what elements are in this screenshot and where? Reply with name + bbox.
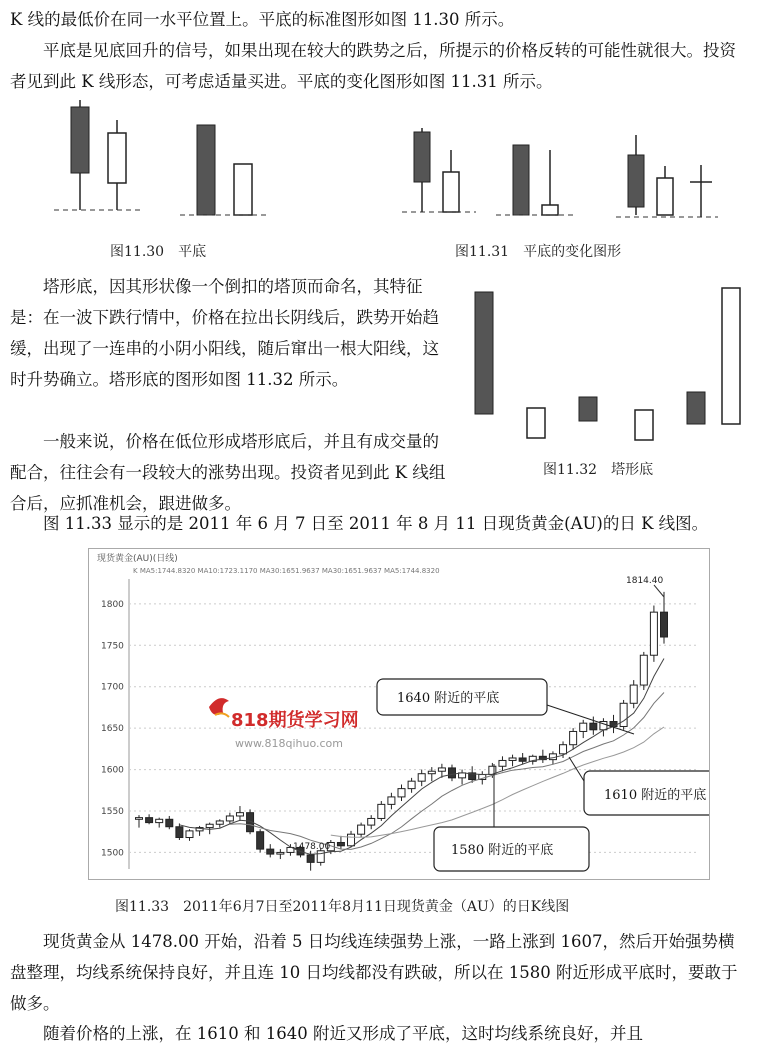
candle [216, 819, 223, 827]
caption-1131: 图11.31 平底的变化图形 [455, 244, 622, 260]
candle [206, 823, 213, 835]
candle [378, 801, 385, 821]
watermark-logo: 818期货学习网 [231, 710, 359, 731]
candle [196, 826, 203, 836]
annotation-1580: 1580 附近的平底 [451, 843, 554, 858]
chart-1133 [88, 548, 710, 880]
y-tick-label: 1700 [101, 682, 124, 693]
paragraph-3: 塔形底，因其形状像一个倒扣的塔顶而命名，其特征是：在一波下跌行情中，价格在拉出长阴线后，跌势开始趋缓，出现了一连串的小阴小阳线，随后窜出一根大阳线，这时升势确立。塔形底的图形如图 11.32 所示。 [10, 277, 439, 389]
y-tick-label: 1750 [101, 641, 124, 652]
chart-title: 现货黄金(AU)(日线) [97, 554, 178, 564]
candle [600, 718, 607, 736]
paragraph-5: 图 11.33 显示的是 2011 年 6 月 7 日至 2011 年 8 月 11 日现货黄金(AU)的日 K 线图。 [43, 514, 709, 533]
candle [448, 765, 455, 782]
candle [146, 814, 153, 824]
figure-1132 [465, 280, 750, 445]
candle [368, 815, 375, 829]
candle [277, 849, 284, 859]
low-label: 1478.00 [293, 842, 331, 852]
candle [499, 756, 506, 771]
candle [398, 784, 405, 801]
caption-1130: 图11.30 平底 [110, 244, 207, 260]
candle [539, 750, 546, 763]
y-tick-label: 1550 [101, 807, 124, 817]
candle [418, 770, 425, 787]
annotation-1640: 1640 附近的平底 [397, 691, 500, 706]
candle [337, 836, 344, 849]
candle [610, 715, 617, 733]
candle [650, 606, 657, 662]
candle [570, 728, 577, 750]
y-tick-label: 1650 [101, 724, 124, 735]
paragraph-7: 随着价格的上涨，在 1610 和 1640 附近又形成了平底，这时均线系统良好，并且 [43, 1024, 643, 1043]
candle [630, 680, 637, 708]
candlestick-chart [89, 549, 709, 879]
high-label: 1814.40 [626, 576, 664, 586]
y-tick-label: 1500 [101, 848, 124, 859]
y-tick-label: 1600 [101, 765, 124, 776]
figure-1130 [40, 100, 290, 225]
candle [267, 844, 274, 857]
annotation-1610: 1610 附近的平底 [604, 788, 707, 803]
paragraph-2: 平底是见底回升的信号，如果出现在较大的跌势之后，所提示的价格反转的可能性就很大。投资者见到此 K 线形态，可考虑适量买进。平底的变化图形如图 11.31 所示。 [10, 41, 736, 91]
figure-1131 [400, 100, 740, 225]
candle [236, 806, 243, 821]
candle [661, 592, 668, 644]
candle [509, 755, 516, 767]
caption-1133: 图11.33 2011年6月7日至2011年8月11日现货黄金（AU）的日K线图 [115, 899, 570, 915]
candle [358, 823, 365, 838]
site-watermark [209, 698, 359, 750]
candle [580, 720, 587, 738]
paragraph-4: 一般来说，价格在低位形成塔形底后，并且有成交量的配合，往往会有一段较大的涨势出现。投资者见到此 K 线组合后，应抓准机会，跟进做多。 [10, 432, 446, 513]
candle [459, 770, 466, 785]
candle [388, 793, 395, 810]
candle [529, 755, 536, 765]
paragraph-line1: K 线的最低价在同一水平位置上。平底的标准图形如图 11.30 所示。 [10, 10, 515, 29]
y-tick-label: 1800 [101, 599, 124, 610]
candle [640, 652, 647, 690]
watermark-url: www.818qihuo.com [235, 737, 343, 750]
candle [186, 829, 193, 841]
candle [620, 700, 627, 730]
paragraph-6: 现货黄金从 1478.00 开始，沿着 5 日均线连续强势上涨，一路上涨到 1607，然后开始强势横盘整理，均线系统保持良好，并且连 10 日均线都没有跌破，所以在 1580 附近形成平底时，要敢于做多。 [10, 932, 738, 1013]
candle [156, 818, 163, 828]
candle [136, 815, 143, 827]
candle [166, 816, 173, 829]
ma-legend: K MA5:1744.8320 MA10:1723.1170 MA30:1651.9637 MA30:1651.9637 MA5:1744.8320 [133, 567, 440, 575]
caption-1132: 图11.32 塔形底 [543, 462, 654, 478]
candle [408, 778, 415, 793]
candle [257, 829, 264, 852]
